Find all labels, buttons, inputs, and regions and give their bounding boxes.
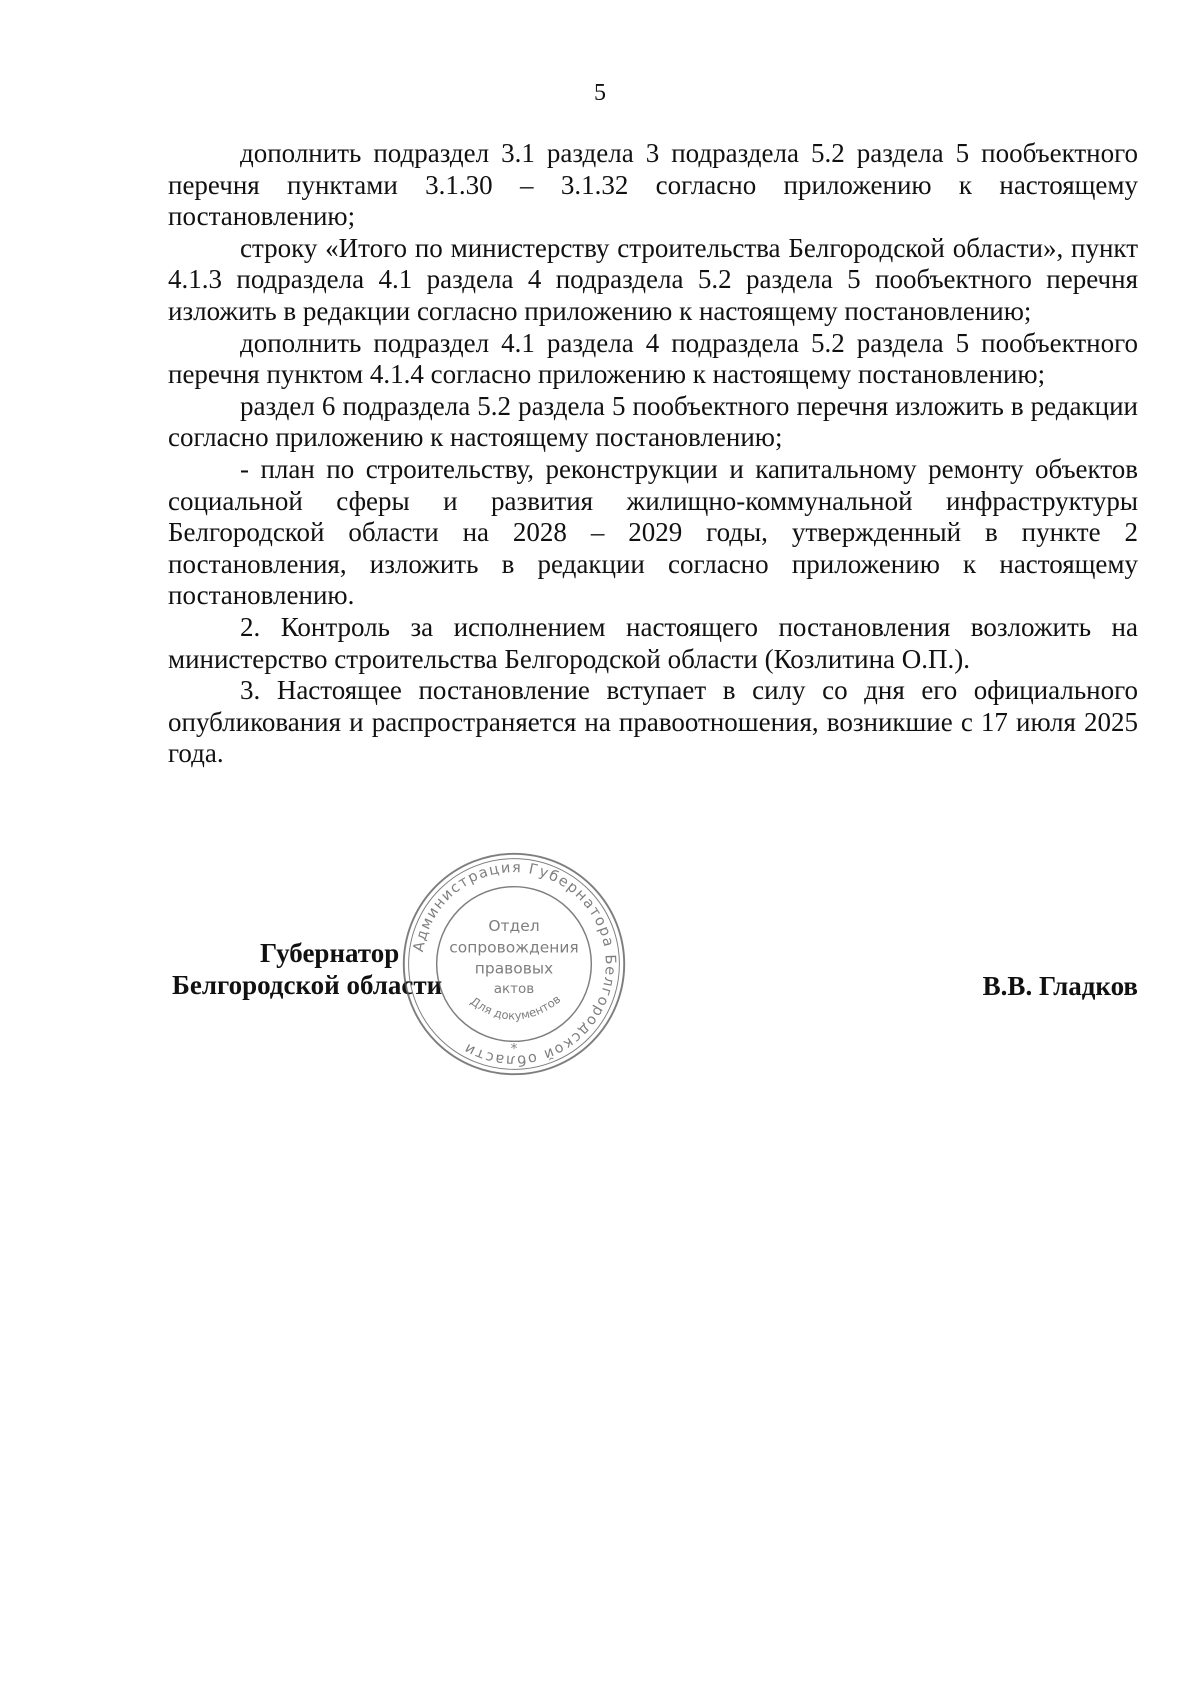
stamp-inner-line-1: Отдел	[488, 917, 540, 936]
page-number: 5	[594, 80, 606, 106]
official-seal-stamp	[398, 848, 630, 1080]
paragraph-6: 2. Контроль за исполнением настоящего постановления возложить на министерство строительства Белгородской области (Козлитина О.П.).	[168, 611, 1138, 674]
paragraph-2: строку «Итого по министерству строительства Белгородской области», пункт 4.1.3 подраздела 4.1 раздела 4 подраздела 5.2 раздела 5 пообъектного перечня изложить в редакции согласно приложению к настоящему постановлению;	[168, 232, 1138, 326]
stamp-inner-line-4: актов	[493, 981, 535, 997]
paragraph-5: - план по строительству, реконструкции и капитальному ремонту объектов социальной сферы и развития жилищно-коммунальной инфраструктуры Белгородской области на 2028 – 2029 годы, утвержденный в пункте 2 постановления, изложить в редакции согласно приложению к настоящему постановлению.	[168, 453, 1138, 611]
signatory-name: В.В. Гладков	[982, 971, 1138, 1001]
stamp-outer-textpath: Администрация Губернатора Белгородской области	[410, 860, 618, 1068]
stamp-inner-line-3: правовых	[474, 959, 554, 978]
stamp-inner-line-2: сопровождения	[449, 938, 579, 957]
paragraph-4: раздел 6 подраздела 5.2 раздела 5 пообъектного перечня изложить в редакции согласно приложению к настоящему постановлению;	[168, 390, 1138, 453]
position-line-2: Белгородской области	[172, 970, 443, 1000]
document-body	[168, 138, 1138, 770]
stamp-bottom-textpath: Для документов	[467, 991, 564, 1023]
paragraph-7: 3. Настоящее постановление вступает в силу со дня его официального опубликования и распространяется на правоотношения, возникшие с 17 июля 2025 года.	[168, 675, 1138, 769]
paragraph-3: дополнить подраздел 4.1 раздела 4 подраздела 5.2 раздела 5 пообъектного перечня пунктом 4.1.4 согласно приложению к настоящему постановлению;	[168, 327, 1138, 390]
position-line-1: Губернатор	[260, 938, 400, 968]
paragraph-1: дополнить подраздел 3.1 раздела 3 подраздела 5.2 раздела 5 пообъектного перечня пунктами 3.1.30 – 3.1.32 согласно приложению к настоящему постановлению;	[168, 138, 1138, 232]
stamp-star-icon: *	[510, 1040, 518, 1057]
